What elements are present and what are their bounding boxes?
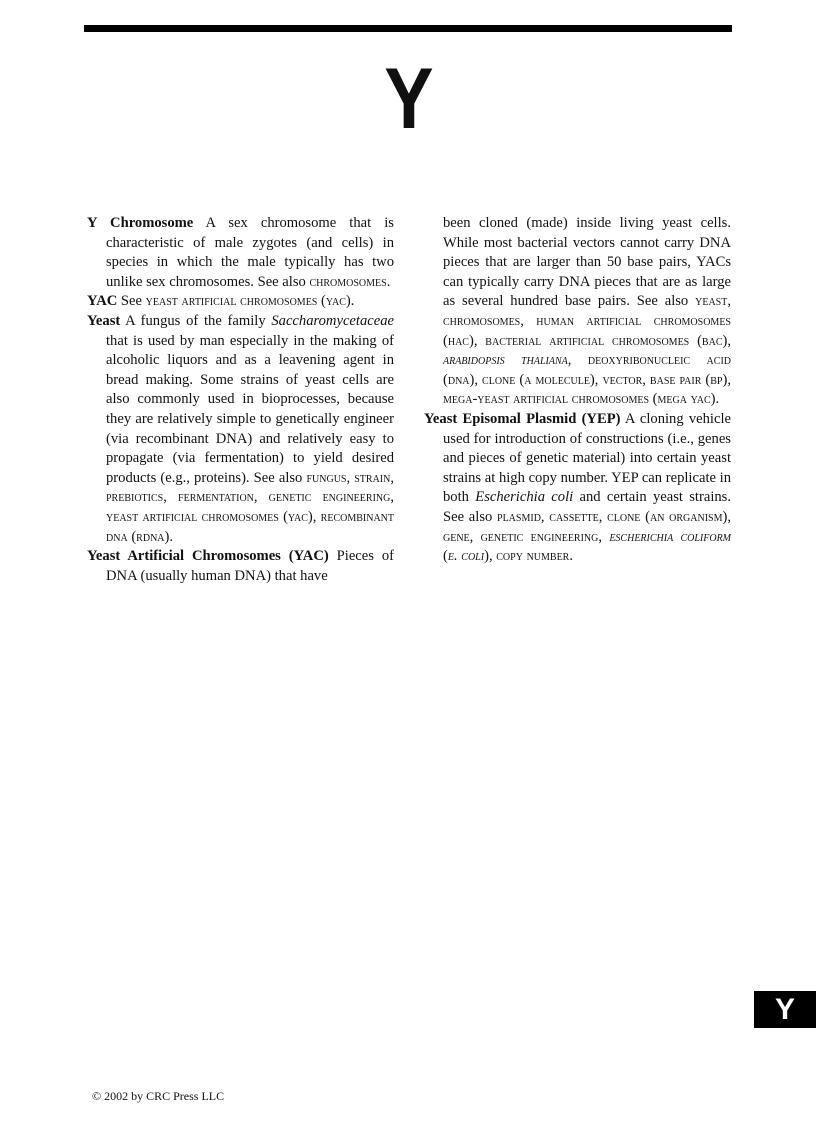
- top-rule: [84, 25, 732, 32]
- entry-end: .: [169, 528, 174, 545]
- cross-reference[interactable]: plasmid, cassette, clone (an organism), gene, genetic engineering,: [443, 508, 731, 545]
- copyright-footer: © 2002 by CRC Press LLC: [92, 1089, 225, 1103]
- entry-yeast-episomal-plasmid: [424, 410, 731, 567]
- cross-reference[interactable]: yeast artificial chromosomes (yac): [145, 293, 351, 310]
- left-column: [87, 214, 394, 586]
- cross-reference[interactable]: yeast, chromosomes, human artificial chromosomes (hac), bacterial artificial chromosomes (bac),: [443, 293, 731, 349]
- entry-yeast-artificial-chromosomes-continued: [424, 214, 731, 410]
- cross-reference-italic[interactable]: e. coli: [447, 548, 485, 565]
- entry-end: .: [715, 391, 720, 408]
- entry-y-chromosome: [87, 214, 394, 292]
- taxon-name: Saccharomycetaceae: [271, 312, 394, 329]
- entry-end: .: [569, 548, 574, 565]
- entry-definition: Pieces of DNA (usually human DNA) that have: [106, 548, 394, 584]
- cross-reference[interactable]: , deoxyribonucleic acid (dna), clone (a molecule), vector, base pair (bp), mega-yeast artificial chromosomes (mega yac): [443, 352, 732, 408]
- cross-reference-paren: ): [484, 548, 489, 565]
- entry-yac: [87, 292, 394, 312]
- entry-end: .: [386, 273, 391, 290]
- cross-reference[interactable]: chromosomes: [309, 273, 387, 290]
- entry-term: YAC: [87, 293, 118, 310]
- entry-term: Yeast: [87, 312, 121, 329]
- entry-term: Yeast Artificial Chromosomes (YAC): [87, 548, 329, 565]
- entry-term: Yeast Episomal Plasmid (YEP): [424, 410, 621, 427]
- cross-reference-paren: (: [443, 548, 448, 565]
- entry-yeast-artificial-chromosomes: [87, 547, 394, 586]
- entry-definition: A fungus of the family: [120, 312, 272, 329]
- cross-reference-italic[interactable]: escherichia coliform: [609, 528, 732, 545]
- entry-end: .: [350, 293, 355, 310]
- cross-reference[interactable]: , copy number: [488, 548, 570, 565]
- entry-term: Y Chromosome: [87, 215, 194, 231]
- entry-definition: that is used by man especially in the making of alcoholic liquors and as a leavening agent in bread making. Some strains of yeast cells are also commonly used in bioprocesses, because they are relatively simple to genetically engineer (via recombinant DNA) and relatively easy to propagate (via fermentation) to yield desired products (e.g., proteins). See also: [106, 332, 394, 486]
- organism-name: Escherichia coli: [475, 489, 574, 506]
- thumb-index-tab: Y: [754, 991, 816, 1028]
- entry-definition: A sex chromosome that is characteristic of male zygotes (and cells) in species in which the male typically has two unlike sex chromosomes. See also: [106, 215, 394, 290]
- cross-reference-italic[interactable]: arabidopsis thaliana: [443, 352, 568, 369]
- entry-yeast: [87, 312, 394, 547]
- cross-reference[interactable]: fungus, strain, prebiotics, fermentation, genetic engineering, yeast artificial chromosomes (yac), recombinant dna (rdna): [106, 469, 394, 545]
- section-letter: Y: [384, 51, 432, 147]
- entry-definition: been cloned (made) inside living yeast cells. While most bacterial vectors cannot carry DNA pieces that are larger than 50 base pairs, YACs can typically carry DNA pieces that are as large as several hundred base pairs. See also: [443, 215, 731, 310]
- entry-definition: and certain yeast strains. See also: [443, 489, 732, 525]
- entry-definition: See: [117, 293, 146, 310]
- right-column: [424, 214, 731, 567]
- entry-definition: A cloning vehicle used for introduction of constructions (i.e., genes and pieces of genetic material) into certain yeast strains at high copy number. YEP can replicate in both: [443, 410, 731, 506]
